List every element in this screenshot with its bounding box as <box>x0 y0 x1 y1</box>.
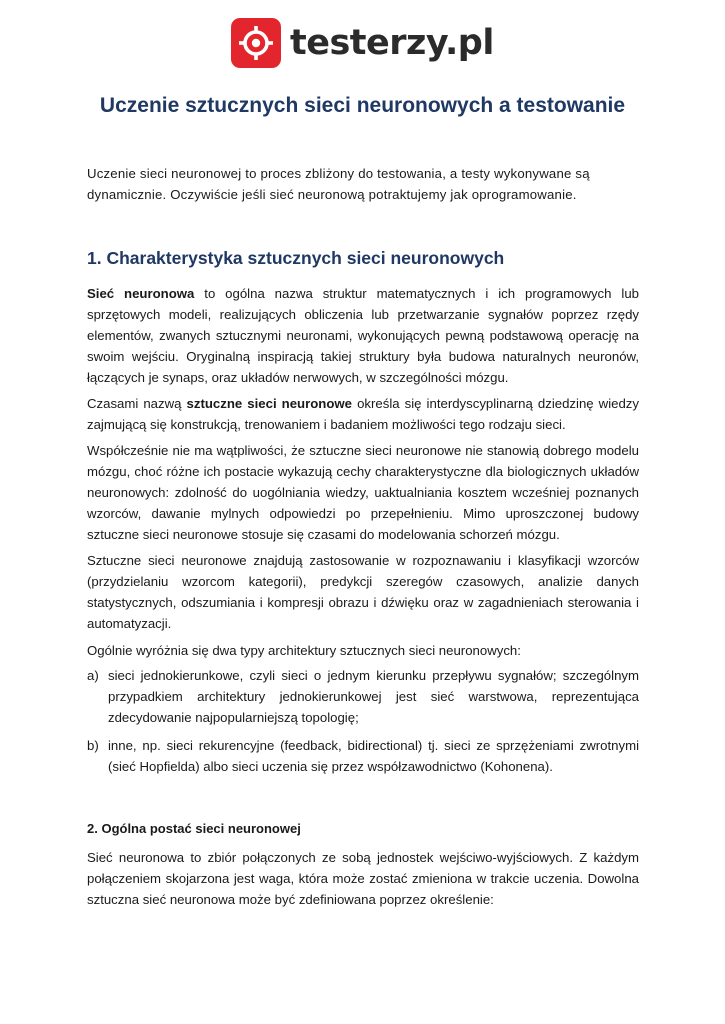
section1-paragraph-2-lead: Czasami nazwą <box>87 396 187 411</box>
term-siec-neuronowa: Sieć neuronowa <box>87 286 195 301</box>
list-marker: b) <box>87 738 99 753</box>
section1-paragraph-2-text: określa się interdyscyplinarną dziedzinę wiedzy zajmującą się konstrukcją, trenowaniem i badaniem możliwości tego rodzaju sieci. <box>87 396 639 432</box>
section1-paragraph-5: Ogólnie wyróżnia się dwa typy architektury sztucznych sieci neuronowych: <box>87 643 521 658</box>
brand-name: testerzy.pl <box>290 23 494 63</box>
section1-paragraph-3: Współcześnie nie ma wątpliwości, że sztuczne sieci neuronowe nie stanowią dobrego modelu mózgu, choć różne ich postacie wykazują cechy charakterystyczne dla biologicznych układów neuronowych: zdolność do uogólniania wiedzy, uaktualniania kosztem wcześniej poznanych wzorców, dawanie mylnych odpowiedzi po przepełnieniu. Mimo uproszczonej budowy sztuczne sieci neuronowe stosuje się czasami do modelowania schorzeń mózgu. <box>87 443 639 542</box>
section1-paragraph-1 <box>87 283 639 388</box>
list-item <box>87 665 639 728</box>
section1-paragraph-2 <box>87 393 639 435</box>
list-item <box>87 735 639 777</box>
section2-heading: 2. Ogólna postać sieci neuronowej <box>87 821 301 836</box>
list-marker: a) <box>87 668 99 683</box>
section1-paragraph-4: Sztuczne sieci neuronowe znajdują zastosowanie w rozpoznawaniu i klasyfikacji wzorców (przydzielaniu wzorcom kategorii), predykcji szeregów czasowych, analizie danych statystycznych, odszumiania i kompresji obrazu i dźwięku oraz w zagadnieniach sterowania i automatyzacji. <box>87 553 639 631</box>
list-item-text: sieci jednokierunkowe, czyli sieci o jednym kierunku przepływu sygnałów; szczególnym przypadkiem architektury jednokierunkowej jest sieć warstwowa, reprezentująca zdecydowanie najpopularniejszą topologię; <box>108 668 639 725</box>
section1-heading: 1. Charakterystyka sztucznych sieci neuronowych <box>87 248 505 268</box>
section2-paragraph-1: Sieć neuronowa to zbiór połączonych ze sobą jednostek wejściwo-wyjściowych. Z każdym połączeniem skojarzona jest waga, która może zostać zmieniona w trakcie uczenia. Dowolna sztuczna sieć neuronowa może być zdefiniowana poprzez określenie: <box>87 850 639 907</box>
list-item-text: inne, np. sieci rekurencyjne (feedback, bidirectional) tj. sieci ze sprzężeniami zwrotnymi (sieć Hopfielda) albo sieci uczenia się przez współzawodnictwo (Kohonena). <box>108 738 639 774</box>
intro-paragraph: Uczenie sieci neuronowej to proces zbliżony do testowania, a testy wykonywane są dynamicznie. Oczywiście jeśli sieć neuronową potraktujemy jak oprogramowanie. <box>87 166 590 202</box>
section1-paragraph-1-text: to ogólna nazwa struktur matematycznych i ich programowych lub sprzętowych modeli, realizujących obliczenia lub przetwarzanie sygnałów poprzez rzędy elementów, zwanych sztucznymi neuronami, wykonujących pewną podstawową operację na swoim wejściu. Oryginalną inspiracją takiej struktury była budowa naturalnych neuronów, łączących je synaps, oraz układów nerwowych, w szczególności mózgu. <box>87 286 639 385</box>
term-sztuczne-sieci: sztuczne sieci neuronowe <box>186 396 353 411</box>
document-title: Uczenie sztucznych sieci neuronowych a testowanie <box>99 94 626 117</box>
target-icon <box>231 18 281 68</box>
brand-logo[interactable] <box>231 18 494 68</box>
